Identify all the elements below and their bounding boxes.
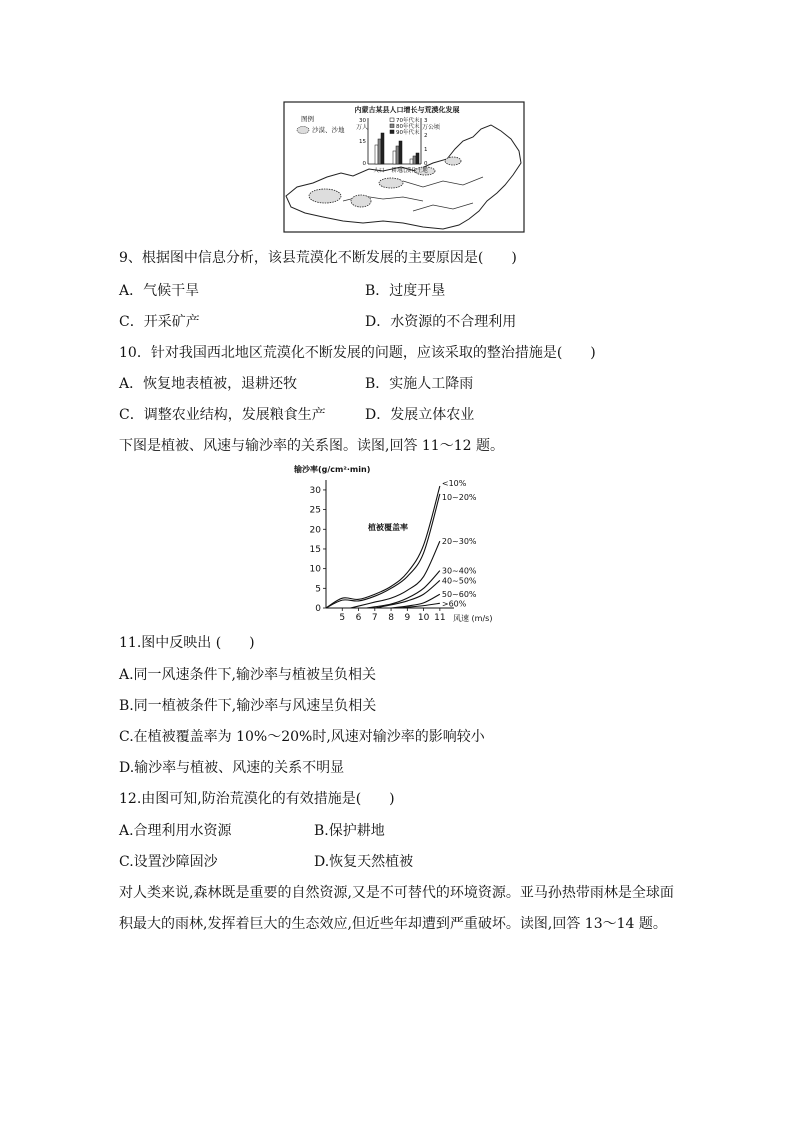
question-10-stem: 10．针对我国西北地区荒漠化不断发展的问题，应该采取的整治措施是( ): [119, 345, 596, 361]
question-11-stem: 11.图中反映出 ( ): [119, 635, 255, 651]
question-11-option-a: A.同一风速条件下,输沙率与植被呈负相关: [119, 667, 377, 683]
question-12-option-b: B.保护耕地: [314, 823, 385, 839]
question-12-option-a: A.合理利用水资源: [119, 823, 232, 839]
question-9-option-b: B．过度开垦: [365, 283, 446, 299]
question-11-option-c: C.在植被覆盖率为 10%～20%时,风速对输沙率的影响较小: [119, 729, 485, 745]
right-tick: 1: [424, 147, 428, 153]
bar: [399, 141, 402, 164]
series-label: 40~50%: [441, 576, 477, 586]
question-9-option-d: D．水资源的不合理利用: [365, 314, 517, 330]
intro-questions-11-12: 下图是植被、风速与输沙率的关系图。读图,回答 11～12 题。: [119, 438, 504, 454]
question-10-option-d: D．发展立体农业: [365, 407, 475, 423]
series-label: 20~30%: [441, 537, 477, 547]
y-tick-label: 25: [309, 505, 321, 516]
series-label: 50~60%: [441, 590, 477, 600]
left-unit-label: 万人: [356, 124, 369, 131]
bar: [396, 146, 399, 164]
question-11-option-d: D.输沙率与植被、风速的关系不明显: [119, 760, 345, 776]
bar: [381, 133, 384, 164]
left-tick: 15: [359, 139, 366, 145]
intro-questions-13-14-line1: 对人类来说,森林既是重要的自然资源,又是不可替代的环境资源。亚马孙热带雨林是全球面: [119, 885, 674, 901]
question-9-option-a: A．气候干旱: [119, 283, 200, 299]
y-tick-label: 30: [309, 485, 321, 496]
question-12-option-c: C.设置沙障固沙: [119, 854, 218, 870]
map-legend-item: 沙漠、沙地: [312, 126, 345, 134]
x-tick-label: 5: [339, 613, 346, 623]
question-10-option-a: A．恢复地表植被，退耕还牧: [119, 376, 298, 392]
y-tick-label: 15: [309, 544, 321, 555]
right-tick: 0: [424, 161, 428, 167]
series-legend-90s: 90年代末: [396, 130, 420, 136]
desertification-map-figure: [283, 101, 525, 233]
map-legend-title: 图例: [301, 115, 314, 123]
sand-transport-chart: [290, 462, 510, 626]
series-label: 10~20%: [441, 492, 477, 502]
series-line: [375, 580, 440, 608]
y-tick-label: 0: [315, 604, 321, 614]
category-label: 人口: [373, 168, 385, 174]
question-9-stem: 9、根据图中信息分析，该县荒漠化不断发展的主要原因是( ): [119, 250, 517, 266]
x-tick-label: 10: [417, 613, 430, 623]
chart-title: 植被覆盖率: [368, 523, 408, 532]
map-title: 内蒙古某县人口增长与荒漠化发展: [354, 106, 460, 114]
desert-area: [445, 157, 461, 165]
y-tick-label: 10: [309, 564, 321, 575]
x-tick-label: 11: [434, 613, 446, 623]
left-tick: 0: [362, 161, 366, 167]
left-tick: 30: [359, 118, 366, 124]
desert-area: [351, 195, 371, 207]
question-9-option-c: C．开采矿产: [119, 314, 200, 330]
right-tick: 3: [424, 118, 428, 124]
chart-xlabel: 风速 (m/s): [453, 614, 493, 623]
bar: [413, 156, 416, 164]
y-tick-label: 5: [315, 584, 321, 595]
question-10-option-c: C．调整农业结构，发展粮食生产: [119, 407, 326, 423]
bar: [393, 151, 396, 164]
intro-questions-13-14-line2: 积最大的雨林,发挥着巨大的生态效应,但近些年却遭到严重破坏。读图,回答 13～14 题。: [119, 916, 667, 932]
x-tick-label: 8: [388, 613, 394, 623]
x-tick-label: 9: [404, 613, 411, 623]
y-tick-label: 20: [309, 525, 321, 536]
question-10-option-b: B．实施人工降雨: [365, 376, 474, 392]
legend-desert-swatch: [297, 127, 309, 134]
category-label: 耕地: [391, 168, 403, 174]
chart-ylabel: 输沙率(g/cm²·min): [294, 465, 371, 474]
series-legend-80s: 80年代末: [396, 124, 420, 130]
right-unit-label: 万公顷: [422, 124, 441, 131]
desert-area: [309, 189, 341, 203]
desert-area: [379, 178, 403, 188]
series-line: [326, 486, 440, 608]
bar: [375, 145, 378, 164]
series-label: >60%: [441, 599, 467, 609]
bar: [378, 139, 381, 164]
category-label: 荒漠化土地: [400, 168, 428, 174]
bar: [416, 153, 419, 164]
bar: [410, 159, 413, 164]
question-12-stem: 12.由图可知,防治荒漠化的有效措施是( ): [119, 791, 395, 807]
right-tick: 2: [424, 133, 428, 139]
series-legend-70s: 70年代末: [396, 118, 420, 124]
x-tick-label: 7: [371, 613, 378, 623]
series-label: 30~40%: [441, 566, 477, 576]
series-label: <10%: [441, 479, 467, 488]
question-12-option-d: D.恢复天然植被: [314, 854, 414, 870]
x-tick-label: 6: [355, 613, 362, 623]
question-11-option-b: B.同一植被条件下,输沙率与风速呈负相关: [119, 698, 377, 714]
